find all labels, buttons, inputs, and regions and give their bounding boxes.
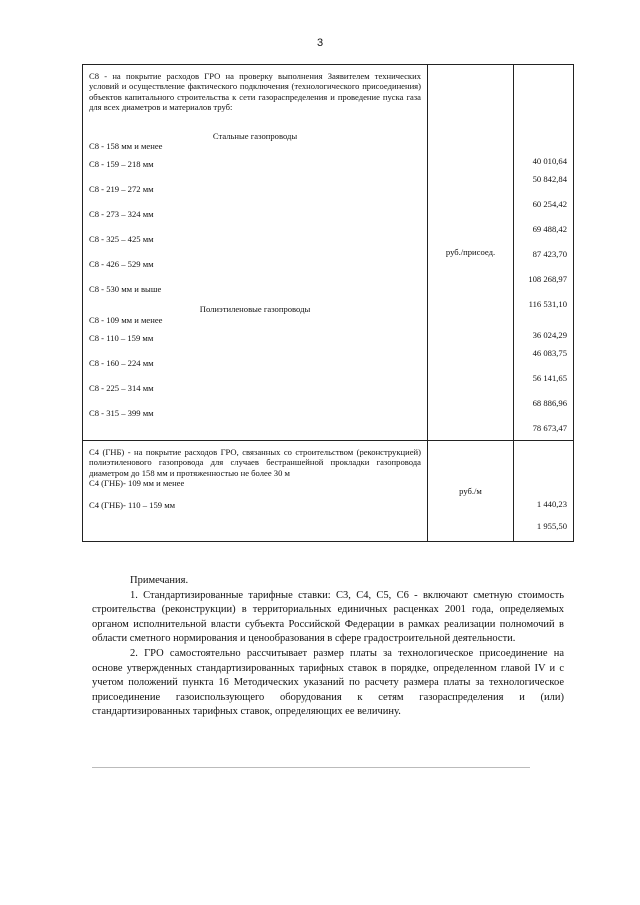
notes-section (92, 574, 564, 720)
c4-unit: руб./м (428, 441, 514, 542)
c8-description-cell (83, 65, 428, 441)
diameter-label: С8 - 530 мм и выше (89, 284, 162, 295)
rate-value: 87 423,70 (532, 249, 567, 259)
diameter-label: С8 - 426 – 529 мм (89, 259, 154, 270)
c4-values-cell (514, 441, 574, 542)
diameter-label: С4 (ГНБ)- 110 – 159 мм (89, 500, 176, 511)
rate-value: 36 024,29 (532, 330, 567, 340)
rate-value: 50 842,84 (532, 174, 567, 184)
rate-value: 68 886,96 (532, 398, 567, 408)
diameter-label: С8 - 160 – 224 мм (89, 357, 154, 368)
diameter-label: С8 - 219 – 272 мм (89, 184, 154, 195)
diameter-label: С8 - 158 мм и менее (89, 141, 163, 152)
rate-value: 56 141,65 (532, 373, 567, 383)
diameter-label: С4 (ГНБ)- 109 мм и менее (89, 478, 185, 489)
notes-title: Примечания. (130, 575, 189, 586)
rate-value: 69 488,42 (532, 224, 567, 234)
rate-value: 116 531,10 (528, 299, 567, 309)
note-item: 2. ГРО самостоятельно рассчитывает размер платы за технологическое присоединение на основе утвержденных стандартизированных тарифных ставок в порядке, определенном главой IV и с учетом положений пункта 16 Методических указаний по расчету размера платы за технологическое присоединение газоиспользующего оборудования к сетям газораспределения и (или) стандартизированных тарифных ставок, определяющих ее величину. (92, 647, 564, 718)
rate-value: 78 673,47 (532, 423, 567, 433)
rate-value: 60 254,42 (532, 199, 567, 209)
divider-line (92, 767, 530, 768)
diameter-label: С8 - 225 – 314 мм (89, 382, 154, 393)
diameter-label: С8 - 273 – 324 мм (89, 209, 154, 220)
polyethylene-group-title: Полиэтиленовые газопроводы (199, 304, 311, 315)
diameter-label: С8 - 110 – 159 мм (89, 332, 154, 343)
c4-description-cell (83, 441, 428, 542)
diameter-label: С8 - 159 – 218 мм (89, 159, 154, 170)
diameter-label: С8 - 315 – 399 мм (89, 407, 154, 418)
rate-value: 108 268,97 (528, 274, 567, 284)
rate-value: 1 440,23 (536, 499, 567, 509)
steel-group-title: Стальные газопроводы (212, 130, 298, 141)
c8-rate-row (83, 65, 574, 441)
page-number: 3 (316, 37, 324, 49)
note-item: 1. Стандартизированные тарифные ставки: С3, С4, С5, С6 - включают сметную стоимость строительства (реконструкции) в территориальных единичных расценках 2001 года, определяемых органом исполнительной власти субъекта Российской Федерации в рамках реализации полномочий в области сметного нормирования и ценообразования в сфере градостроительной деятельности. (92, 589, 564, 645)
rate-value: 40 010,64 (532, 156, 567, 166)
c8-unit: руб./присоед. (428, 65, 514, 441)
c8-description: С8 - на покрытие расходов ГРО на проверку выполнения Заявителем технических условий и осуществление фактического подключения (технологического присоединения) объектов капитального строительства к сети газораспределения и проведение пуска газа для всех диаметров и материалов труб: (89, 71, 421, 113)
tariff-table (82, 64, 574, 542)
rate-value: 1 955,50 (536, 521, 567, 531)
c4-description: С4 (ГНБ) - на покрытие расходов ГРО, связанных со строительством (реконструкцией) полиэтиленового газопровода для случаев бестраншейной прокладки газопровода диаметром до 158 мм и протяженностью не более 30 м (89, 447, 421, 478)
diameter-label: С8 - 325 – 425 мм (89, 234, 154, 245)
rate-value: 46 083,75 (532, 348, 567, 358)
c4-gnb-rate-row (83, 441, 574, 542)
c8-values-cell (514, 65, 574, 441)
diameter-label: С8 - 109 мм и менее (89, 314, 163, 325)
